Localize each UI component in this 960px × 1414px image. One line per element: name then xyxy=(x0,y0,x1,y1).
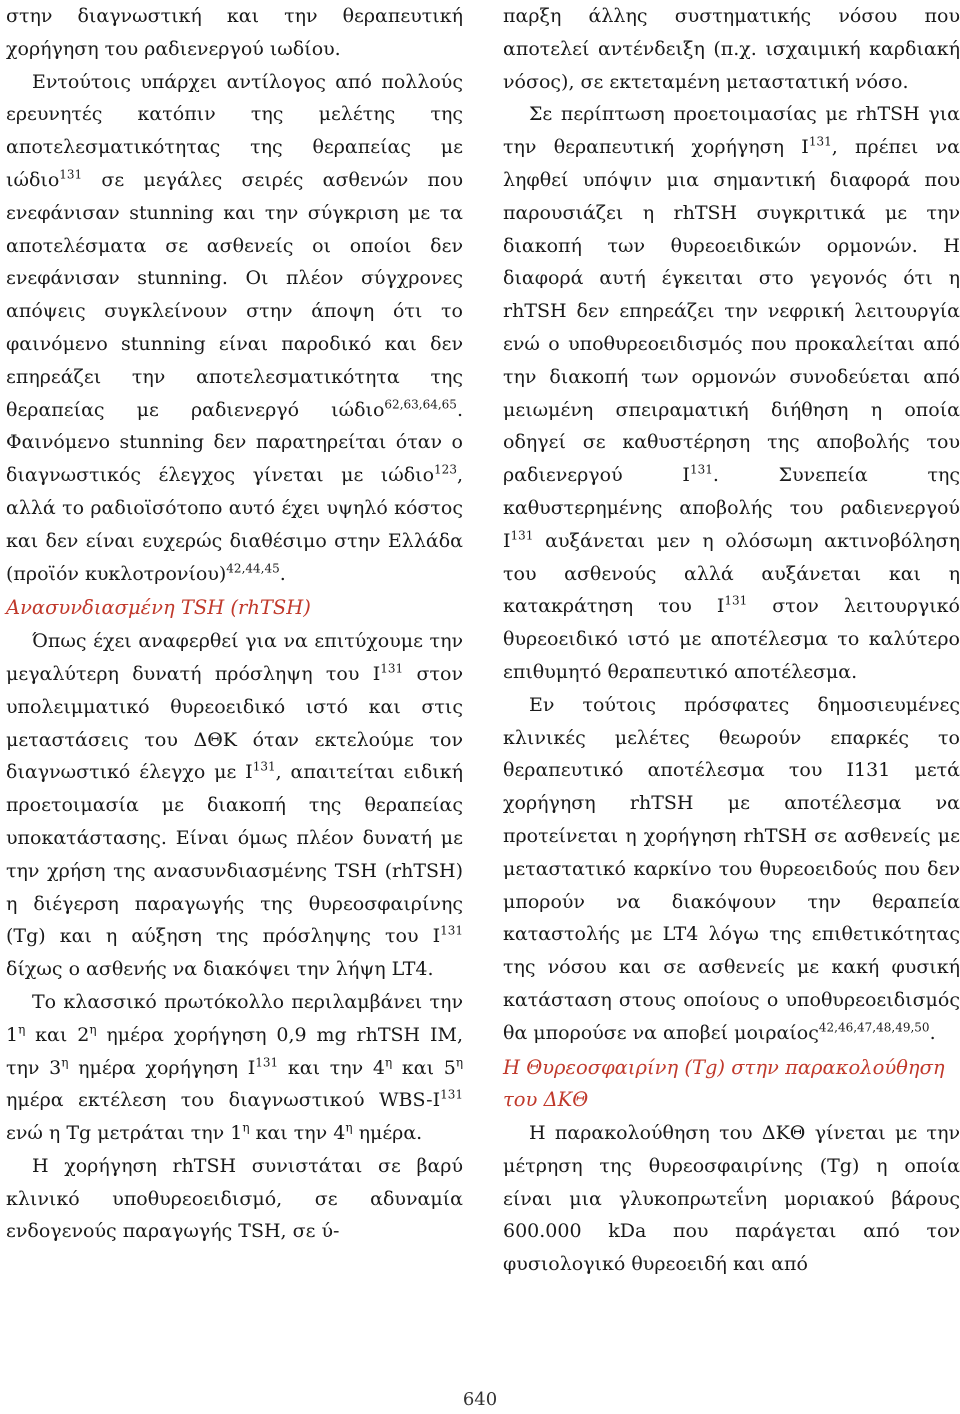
paragraph-renal-difference: Σε περίπτωση προετοιμασίας με rhTSH για την θεραπευτική χορήγηση $I^{131}$, πρέπει να ληφθεί υπόψιν μια σημαντική διαφορά που παρουσιάζει η rhTSH συγκριτικά με την διακοπή των θυρεοειδικών ορμονών. Η διαφορά αυτή έγκειται στο γεγονός ότι η rhTSH δεν επηρεάζει την νεφρική λειτουργία ενώ ο υποθυρεοειδισμός που προκαλείται από την διακοπή των ορμονών συνοδεύεται από μειωμένη σπειραματική διήθηση η οποία οδηγεί σε καθυστέρηση της αποβολής του ραδιενεργού $I^{131}$. Συνεπεία της καθυστερημένης αποβολής του ραδιενεργού $I^{131}$ αυξάνεται μεν η ολόσωμη ακτινοβόληση του ασθενούς αλλά αυξάνεται και η κατακράτηση του $I^{131}$ στον λειτουργικό θυρεοειδικό ιστό με αποτέλεσμα το καλύτερο επιθυμητό θεραπευτικό αποτέλεσμα. xyxy=(503,103,960,683)
superscript: η xyxy=(61,1055,69,1070)
section-heading-rhtsh: Ανασυνδιασμένη TSH (rhTSH) xyxy=(6,596,311,620)
paragraph-indications-continued: παρξη άλλης συστηματικής νόσου που αποτελεί αντένδειξη (π.χ. ισχαιμική καρδιακή νόσος), σε εκτεταμένη μεταστατική νόσο. xyxy=(503,5,960,93)
section-heading-thyroglobulin: Η Θυρεοσφαιρίνη (Tg) στην παρακολούθηση του ΔΚΘ xyxy=(503,1055,945,1112)
paragraph-stunning-debate: Εντούτοις υπάρχει αντίλογος από πολλούς ερευνητές κατόπιν της μελέτης της αποτελεσματικότητας της θεραπείας με ιώδιο$^{131}$ σε μεγάλες σειρές ασθενών που ενεφάνισαν stunning και την σύγκριση με τα αποτελέσματα σε ασθενείς οι οποίοι δεν ενεφάνισαν stunning. Οι πλέον σύγχρονες απόψεις συγκλείνουν στην άποψη ότι το φαινόμενο stunning είναι παροδικό και δεν επηρεάζει την αποτελεσματικότητα της θεραπείας με ραδιενεργό ιώδιο$^{62,63,64,65}$. Φαινόμενο stunning δεν παρατηρείται όταν ο διαγνωστικός έλεγχος γίνεται με ιώδιο$^{123}$, αλλά το ραδιοϊσότοπο αυτό έχει υψηλό κόστος και δεν είναι ευχερώς διαθέσιμο στην Ελλάδα (προϊόν κυκλοτρονίου)$^{42,44,45}$. xyxy=(6,70,463,585)
citation-superscript: 62,63,64,65 xyxy=(384,397,457,412)
paragraph-rhtsh-intro: Όπως έχει αναφερθεί για να επιτύχουμε την μεγαλύτερη δυνατή πρόσληψη του $I^{131}$ στον υπολειμματικό θυρεοειδικό ιστό και στις μεταστάσεις του ΔΘΚ όταν εκτελούμε τον διαγνωστικό έλεγχο με $I^{131}$, απαιτείται ειδική προετοιμασία με διακοπή της θεραπείας υποκατάστασης. Είναι όμως πλέον δυνατή με την χρήση της ανασυνδιασμένης TSH (rhTSH) η διέγερση παραγωγής της θυρεοσφαιρίνης (Tg) και η αύξηση της πρόσληψης του $I^{131}$ δίχως ο ασθενής να διακόψει την λήψη LT4. xyxy=(6,630,463,981)
superscript: 131 xyxy=(255,1055,279,1070)
superscript: 131 xyxy=(380,661,404,676)
paragraph-intro-continued: στην διαγνωστική και την θεραπευτική χορήγηση του ραδιενεργού ιωδίου. xyxy=(6,5,463,60)
superscript: 123 xyxy=(434,462,457,477)
citation-superscript: 42,44,45 xyxy=(226,561,280,576)
citation-superscript: 42,46,47,48,49,50 xyxy=(818,1020,930,1035)
paragraph-protocol: Το κλασσικό πρωτόκολλο περιλαμβάνει την $1^\eta$ και $2^\eta$ ημέρα χορήγηση 0,9 mg rhTSH IM, την $3^\eta$ ημέρα χορήγηση $I^{131}$ και την $4^\eta$ και $5^\eta$ ημέρα εκτέλεση του διαγνωστικού WBS-$I^{131}$ ενώ η Tg μετράται την $1^\eta$ και την $4^\eta$ ημέρα. xyxy=(6,990,464,1145)
superscript: 131 xyxy=(440,923,463,938)
superscript: 131 xyxy=(510,528,534,543)
superscript: 131 xyxy=(59,167,83,182)
superscript: 131 xyxy=(724,594,748,609)
superscript: η xyxy=(242,1120,250,1135)
superscript: η xyxy=(455,1055,464,1070)
superscript: η xyxy=(345,1120,353,1135)
superscript: 131 xyxy=(689,462,713,477)
paragraph-thyroglobulin: Η παρακολούθηση του ΔΚΘ γίνεται με την μέτρηση της θυρεοσφαιρίνης (Tg) η οποία είναι μια γλυκοπρωτεΐνη μοριακού βάρους 600.000 kDa που παράγεται από τον φυσιολογικό θυρεοειδή και από xyxy=(503,1122,960,1276)
superscript: η xyxy=(18,1022,26,1037)
superscript: η xyxy=(384,1055,393,1070)
paragraph-indications: Η χορήγηση rhTSH συνιστάται σε βαρύ κλινικό υποθυρεοειδισμό, σε αδυναμία ενδογενούς παραγωγής TSH, σε ύ- xyxy=(6,1154,463,1243)
superscript: η xyxy=(89,1022,97,1037)
left-column xyxy=(6,0,463,1248)
right-column xyxy=(503,0,960,1281)
page-number: 640 xyxy=(462,1389,498,1410)
superscript: 131 xyxy=(252,760,276,774)
paragraph-recent-studies: Εν τούτοις πρόσφατες δημοσιευμένες κλινικές μελέτες θεωρούν επαρκές το θεραπευτικό αποτέλεσμα του I131 μετά χορήγηση rhTSH με αποτέλεσμα να προτείνεται η χορήγηση rhTSH σε ασθενείς με μεταστατικό καρκίνο του θυρεοειδούς που δεν μπορούν να διακόψουν την θεραπεία καταστολής με LT4 λόγω της επιθετικότητας της νόσου και σε ασθενείς με κακή φυσική κατάσταση στους οποίους ο υποθυρεοειδισμός θα μπορούσε να αποβεί μοιραίος$^{42,46,47,48,49,50}$. xyxy=(503,693,960,1044)
superscript: 131 xyxy=(440,1087,463,1102)
superscript: 131 xyxy=(808,134,832,149)
